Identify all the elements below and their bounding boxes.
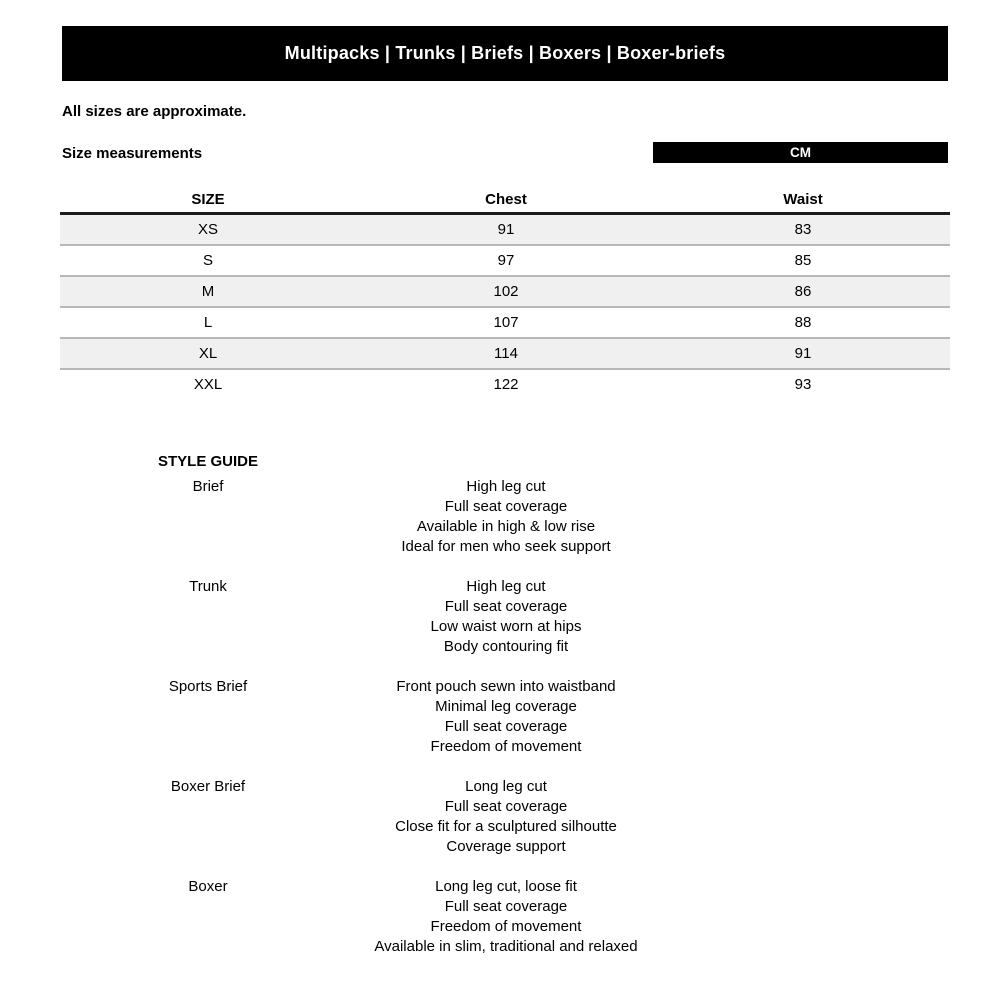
unit-badge (653, 142, 948, 163)
style-feature-line: Minimal leg coverage (435, 698, 577, 715)
table-row (60, 339, 950, 370)
size-table-body (60, 215, 950, 399)
style-feature-line: Long leg cut, loose fit (435, 878, 577, 895)
size-measurements-label: Size measurements (62, 145, 203, 162)
table-cell-chest: 97 (497, 252, 515, 269)
table-cell-size: XL (198, 345, 218, 362)
table-row (60, 215, 950, 246)
column-header-waist: Waist (783, 190, 823, 208)
style-feature-line: High leg cut (466, 478, 546, 495)
style-features (356, 777, 656, 857)
style-features (356, 877, 656, 957)
style-features (356, 477, 656, 557)
style-guide (60, 452, 950, 977)
style-guide-block (60, 677, 950, 757)
table-row (60, 246, 950, 277)
table-row (60, 308, 950, 339)
style-feature-line: Ideal for men who seek support (401, 538, 611, 555)
table-cell-size: S (202, 252, 213, 269)
table-cell-waist: 91 (794, 345, 812, 362)
style-feature-line: High leg cut (466, 578, 546, 595)
style-guide-title-row (60, 452, 950, 472)
style-features (356, 677, 656, 757)
style-feature-line: Full seat coverage (444, 898, 568, 915)
table-cell-size: L (203, 314, 213, 331)
column-header-size: SIZE (191, 190, 225, 208)
table-cell-waist: 83 (794, 221, 812, 238)
style-feature-line: Available in high & low rise (416, 518, 596, 535)
style-name: Boxer Brief (170, 778, 246, 795)
style-feature-line: Full seat coverage (444, 598, 568, 615)
style-feature-line: Long leg cut (465, 778, 547, 795)
table-cell-size: M (201, 283, 215, 300)
style-feature-line: Full seat coverage (444, 798, 568, 815)
table-row (60, 370, 950, 399)
style-name: Trunk (189, 578, 227, 595)
style-guide-block (60, 877, 950, 957)
style-feature-line: Close fit for a sculptured silhoutte (395, 818, 617, 835)
style-guide-block (60, 477, 950, 557)
style-name: Boxer (188, 878, 228, 895)
style-feature-line: Low waist worn at hips (430, 618, 582, 635)
table-cell-waist: 85 (794, 252, 812, 269)
table-cell-chest: 102 (493, 283, 519, 300)
style-feature-line: Coverage support (446, 838, 566, 855)
style-feature-line: Body contouring fit (443, 638, 569, 655)
table-cell-size: XS (197, 221, 218, 238)
style-feature-line: Freedom of movement (430, 738, 582, 755)
table-cell-chest: 114 (494, 345, 518, 362)
table-cell-chest: 107 (493, 314, 519, 331)
style-feature-line: Available in slim, traditional and relaxed (374, 938, 638, 955)
size-table-header-row (60, 186, 950, 215)
style-features (356, 577, 656, 657)
style-guide-block (60, 577, 950, 657)
table-row (60, 277, 950, 308)
style-feature-line: Front pouch sewn into waistband (396, 678, 616, 695)
style-name: Brief (192, 478, 224, 495)
table-cell-chest: 91 (497, 221, 515, 238)
category-banner (62, 26, 948, 81)
table-cell-waist: 88 (794, 314, 812, 331)
style-guide-title: STYLE GUIDE (157, 453, 258, 470)
style-feature-line: Freedom of movement (430, 918, 582, 935)
style-guide-body (60, 477, 950, 957)
table-cell-waist: 86 (794, 283, 812, 300)
column-header-chest: Chest (485, 190, 527, 208)
approximate-note: All sizes are approximate. (62, 103, 247, 120)
style-feature-line: Full seat coverage (444, 498, 568, 515)
size-table (60, 186, 950, 399)
table-cell-size: XXL (193, 376, 223, 393)
category-banner-title: Multipacks | Trunks | Briefs | Boxers | Boxer-briefs (284, 43, 726, 63)
table-cell-waist: 93 (794, 376, 812, 393)
style-name: Sports Brief (168, 678, 248, 695)
style-guide-block (60, 777, 950, 857)
style-feature-line: Full seat coverage (444, 718, 568, 735)
table-cell-chest: 122 (493, 376, 519, 393)
unit-badge-label: CM (790, 145, 811, 160)
